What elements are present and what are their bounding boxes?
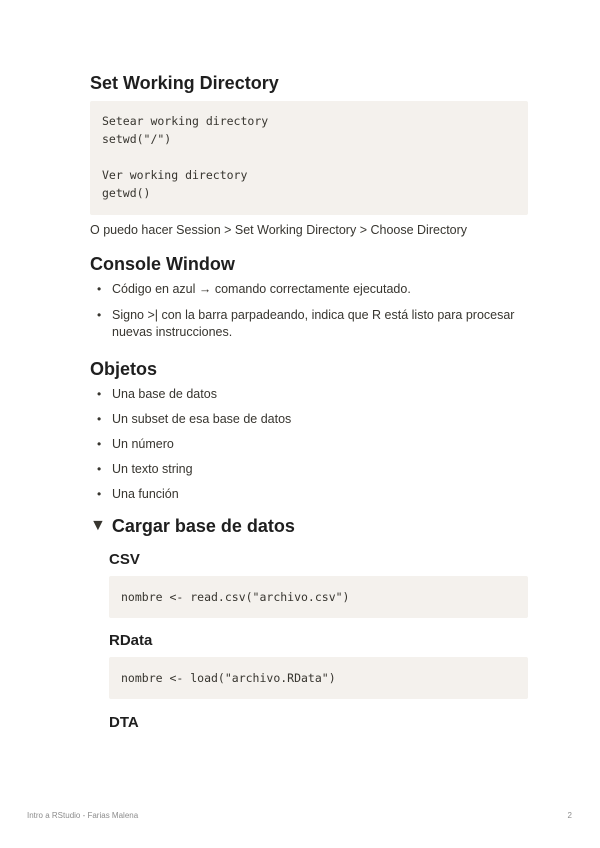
list-item-text: Un texto string [112,461,193,476]
footer-title: Intro a RStudio - Farias Malena [27,811,139,820]
list-item-text: Una función [112,486,179,501]
heading-csv: CSV [109,551,140,568]
bullet-icon: • [97,486,102,501]
triangle-down-icon[interactable]: ▼ [90,517,106,534]
list-item [90,436,528,454]
objetos-list [90,386,528,504]
toggle-content [90,549,528,734]
list-item [90,281,528,299]
heading-set-working-directory: Set Working Directory [90,73,279,93]
code-line: Setear working directory [102,114,269,128]
code-line: Ver working directory [102,168,248,182]
heading-cargar-base-de-datos: Cargar base de datos [111,516,295,536]
heading-objetos: Objetos [90,358,158,379]
list-item [90,461,528,479]
page-number: 2 [567,811,572,820]
heading-rdata: RData [109,632,153,649]
list-item [90,386,528,404]
bullet-icon: • [97,461,102,476]
bullet-icon: • [97,436,102,451]
list-item [90,307,528,342]
list-item [90,411,528,429]
bullet-icon: • [97,386,102,401]
page-content [90,70,528,734]
list-item-text: Un subset de esa base de datos [112,411,292,426]
bullet-icon: • [97,282,102,296]
list-item-text: Signo >| con la barra parpadeando, indica que R está listo para procesar nuevas instrucciones. [112,307,515,339]
list-item-text: Un número [112,436,174,451]
heading-dta: DTA [109,714,139,731]
list-item [90,486,528,504]
heading-console-window: Console Window [90,254,235,274]
code-line: setwd("/") [102,132,172,146]
bullet-icon: • [97,411,102,426]
list-item-text: Código en azul → comando correctamente ejecutado. [112,282,411,296]
toggle-cargar-base-de-datos[interactable] [90,513,528,539]
list-item-text: Una base de datos [112,386,217,401]
code-block-csv[interactable]: nombre <- read.csv("archivo.csv") [109,576,528,618]
working-directory-note: O puedo hacer Session > Set Working Directory > Choose Directory [90,223,468,237]
bullet-icon: • [97,307,102,322]
page-footer [27,811,572,820]
code-block-rdata[interactable]: nombre <- load("archivo.RData") [109,657,528,699]
console-list [90,281,528,342]
code-line [102,148,516,166]
code-block-working-directory[interactable] [90,101,528,215]
code-line: getwd() [102,186,151,200]
